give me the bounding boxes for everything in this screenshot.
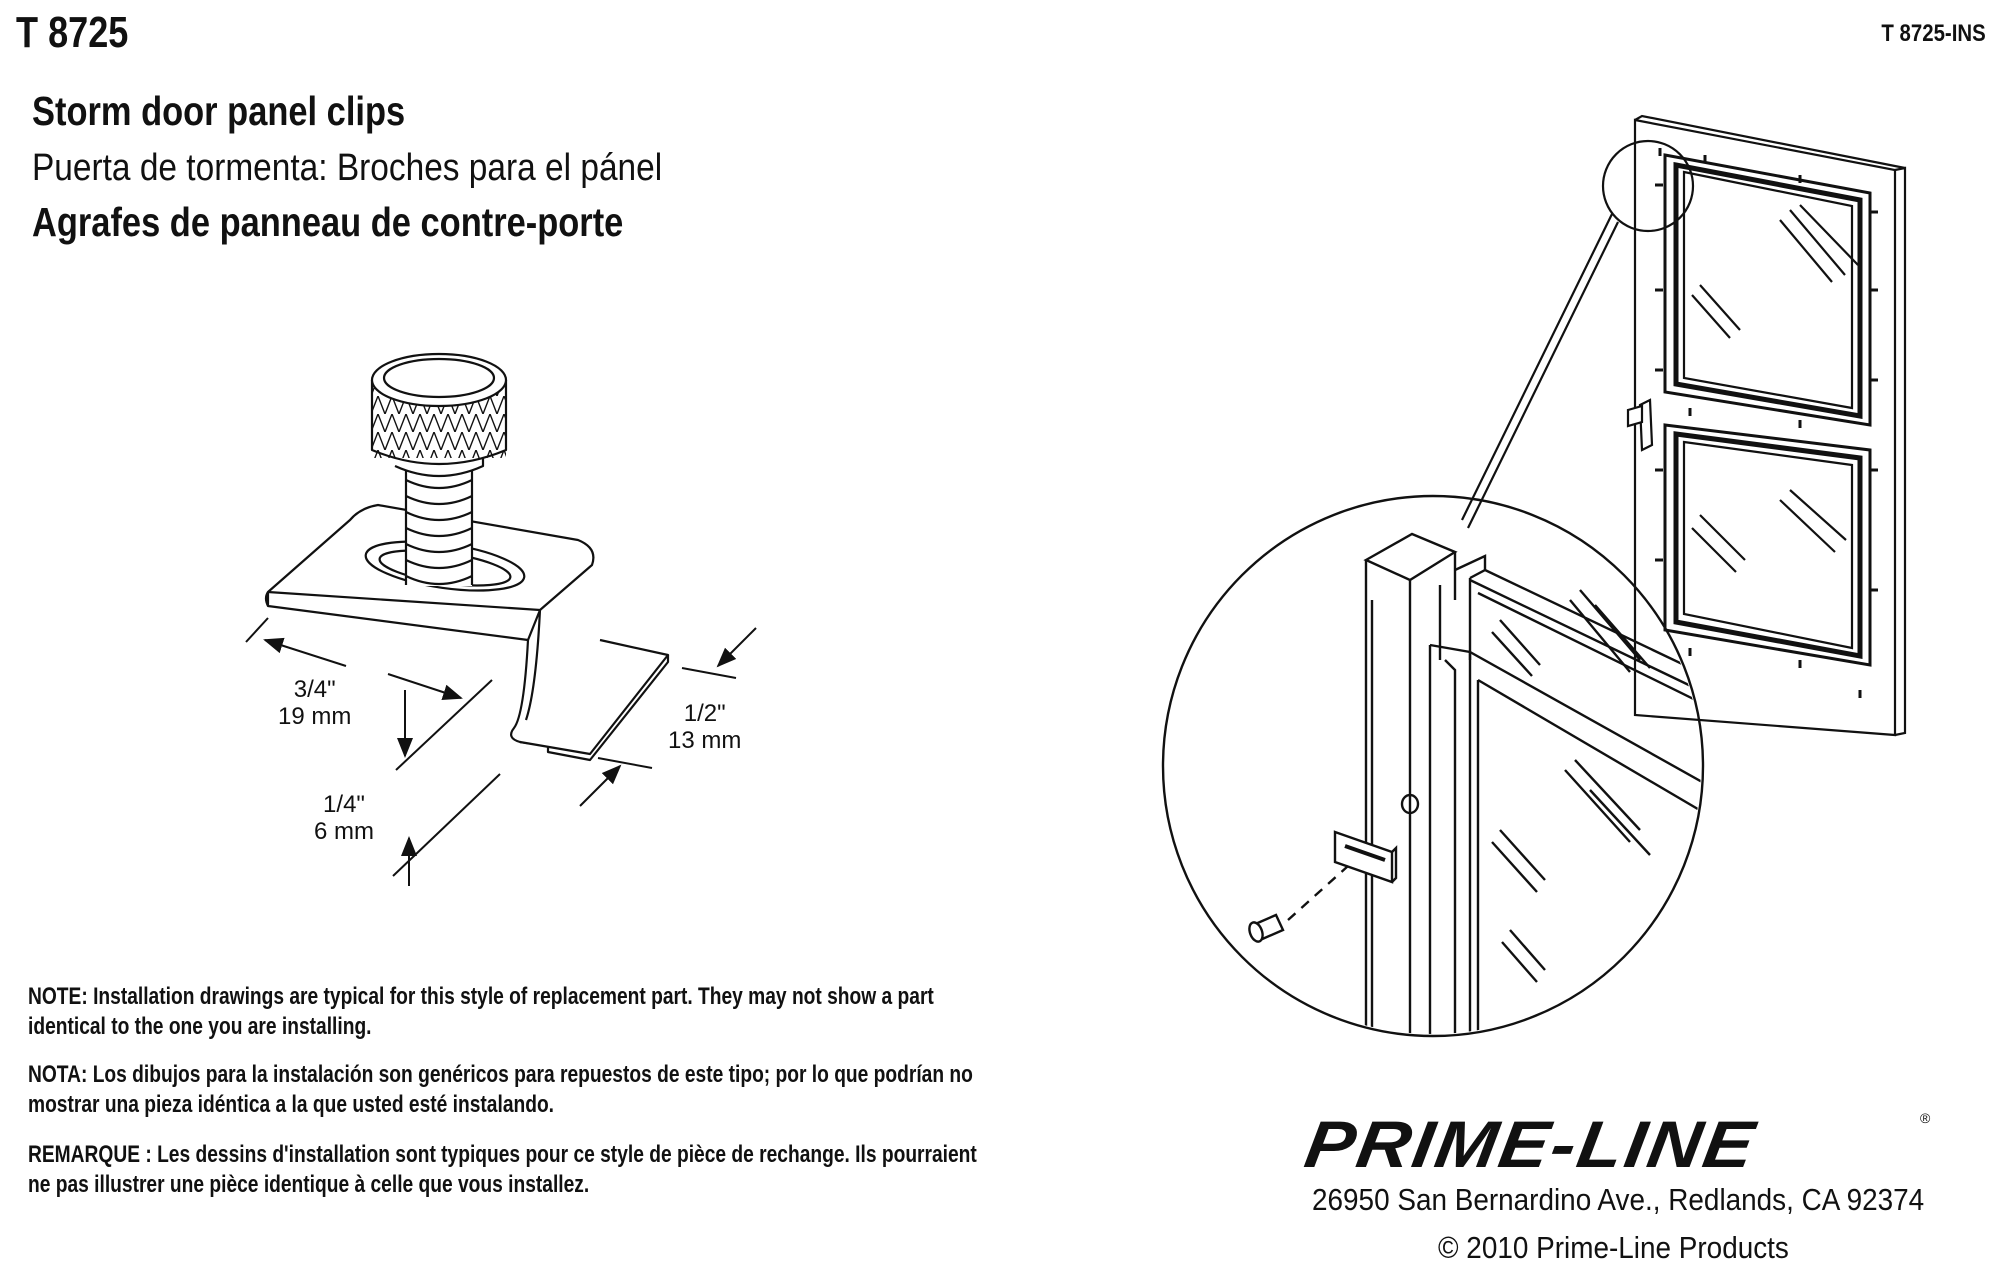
- title-spanish: Puerta de tormenta: Broches para el pánel: [32, 147, 663, 189]
- brand-logo: PRIME-LINE: [1300, 1107, 1762, 1181]
- dimension-offset: 1/4" 6 mm: [314, 791, 374, 845]
- title-english: Storm door panel clips: [32, 88, 406, 134]
- dimension-depth: 1/2" 13 mm: [668, 700, 742, 754]
- note-spanish: NOTA: Los dibujos para la instalación son genéricos para repuestos de este tipo; por lo que podrían no mostrar una pieza idéntica a la que usted esté instalando.: [28, 1061, 973, 1118]
- note-french: REMARQUE : Les dessins d'installation sont typiques pour ce style de pièce de rechange. Ils pourraient ne pas illustrer une pièce identique à celle que vous installez.: [28, 1141, 977, 1198]
- title-french: Agrafes de panneau de contre-porte: [32, 199, 624, 245]
- company-address: 26950 San Bernardino Ave., Redlands, CA 92374: [1312, 1182, 1925, 1217]
- copyright-notice: © 2010 Prime-Line Products: [1438, 1230, 1789, 1265]
- storm-door-illustration: [1462, 116, 1905, 735]
- note-english: NOTE: Installation drawings are typical for this style of replacement part. They may not show a part identical to the one you are installing.: [28, 983, 934, 1040]
- dimension-width: 3/4" 19 mm: [278, 676, 352, 730]
- knurled-head: [372, 354, 506, 476]
- document-number: T 8725-INS: [1881, 20, 1986, 47]
- registered-mark: ®: [1920, 1110, 1931, 1126]
- part-number: T 8725: [16, 8, 129, 57]
- screw-thread: [406, 466, 472, 586]
